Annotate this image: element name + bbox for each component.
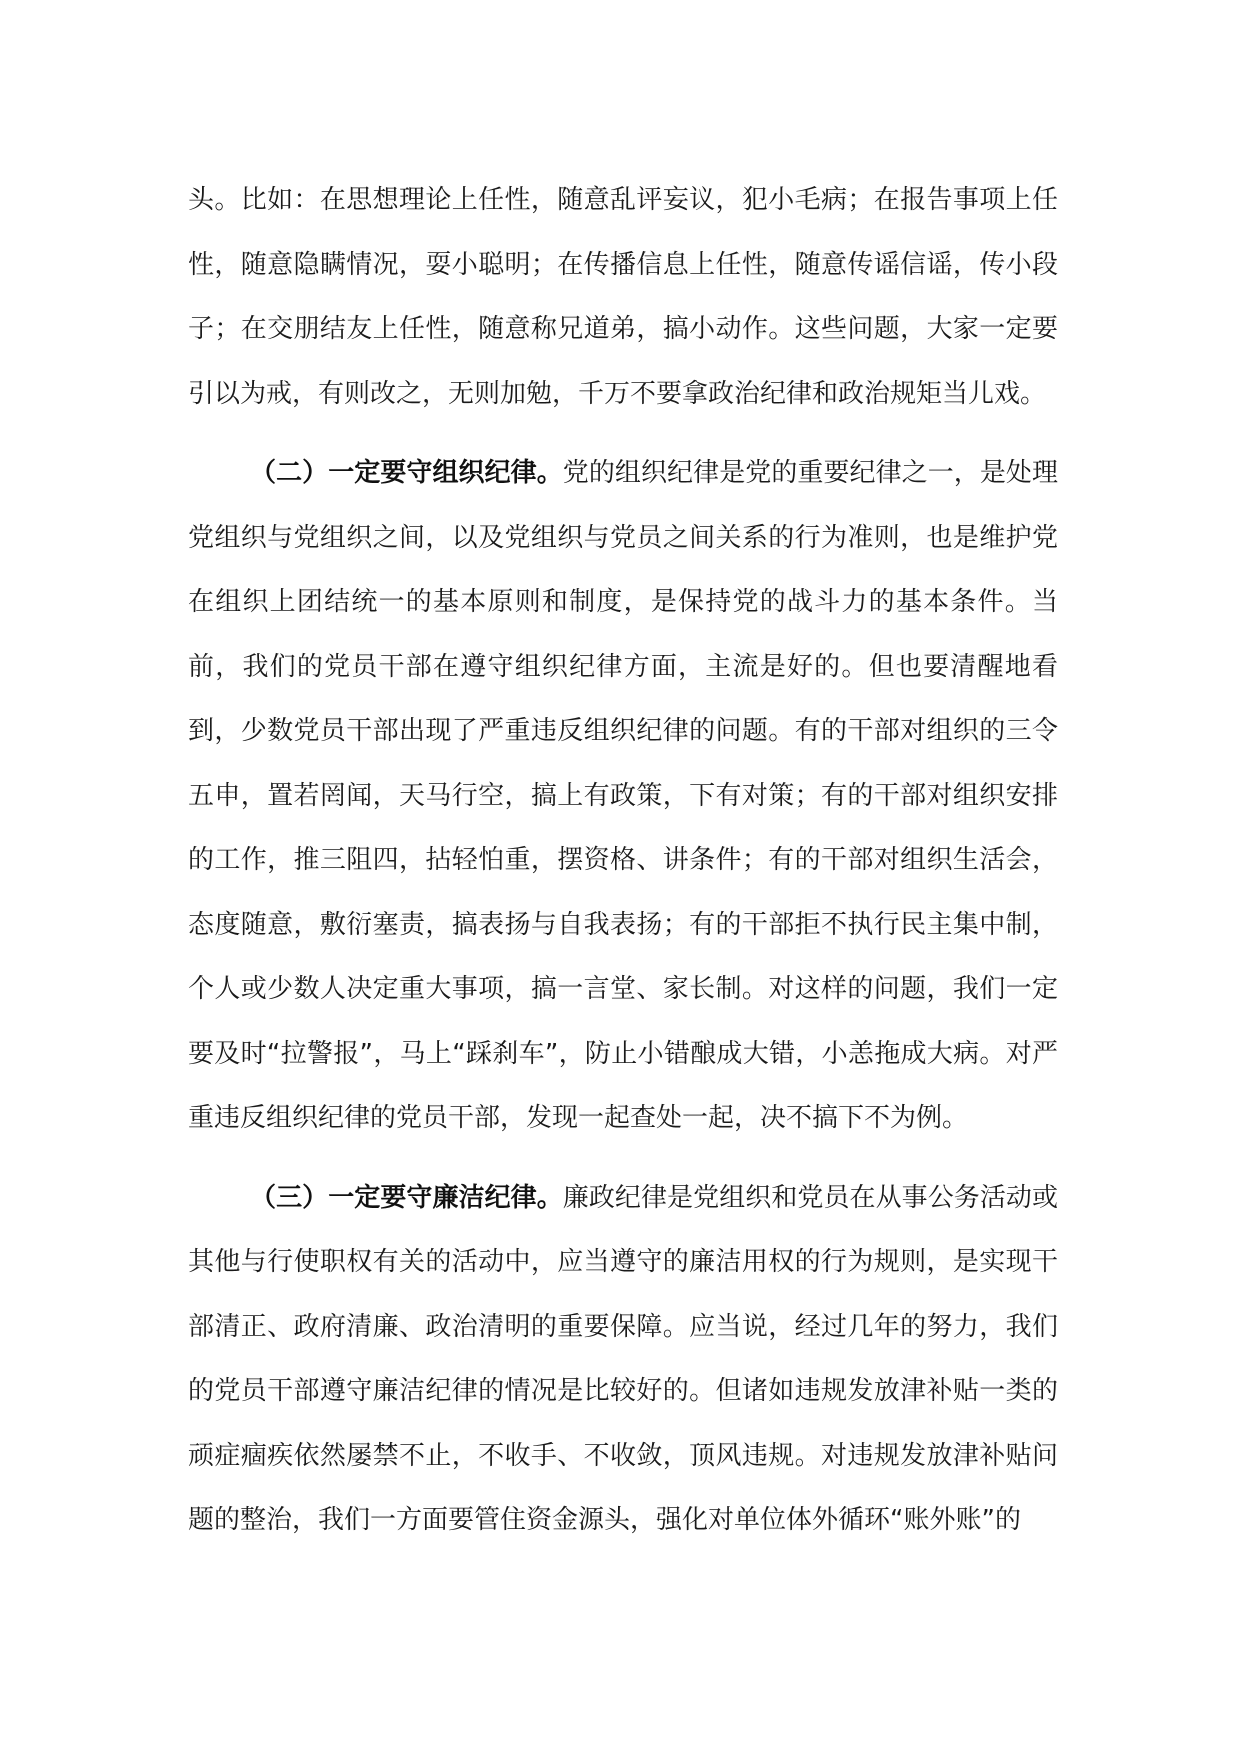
document-body [188,168,1058,1553]
section-heading: （二）一定要守组织纪律。 [250,458,563,488]
paragraph-text: 廉政纪律是党组织和党员在从事公务活动或其他与行使职权有关的活动中，应当遵守的廉洁用权的行为规则，是实现干部清正、政府清廉、政治清明的重要保障。应当说，经过几年的努力，我们的党员干部遵守廉洁纪律的情况是比较好的。但诸如违规发放津补贴一类的顽症痼疾依然屡禁不止，不收手、不收敛，顶风违规。对违规发放津补贴问题的整治，我们一方面要管住资金源头，强化对单位体外循环“账外账”的 [188,1182,1058,1535]
paragraph-organizational-discipline [188,441,1058,1151]
paragraph-text: 党的组织纪律是党的重要纪律之一，是处理党组织与党组织之间，以及党组织与党员之间关系的行为准则，也是维护党在组织上团结统一的基本原则和制度，是保持党的战斗力的基本条件。当前，我们的党员干部在遵守组织纪律方面，主流是好的。但也要清醒地看到，少数党员干部出现了严重违反组织纪律的问题。有的干部对组织的三令五申，置若罔闻，天马行空，搞上有政策，下有对策；有的干部对组织安排的工作，推三阻四，拈轻怕重，摆资格、讲条件；有的干部对组织生活会，态度随意，敷衍塞责，搞表扬与自我表扬；有的干部拒不执行民主集中制，个人或少数人决定重大事项，搞一言堂、家长制。对这样的问题，我们一定要及时“拉警报”，马上“踩刹车”，防止小错酿成大错，小恙拖成大病。对严重违反组织纪律的党员干部，发现一起查处一起，决不搞下不为例。 [188,458,1058,1133]
paragraph-integrity-discipline [188,1166,1058,1553]
section-heading: （三）一定要守廉洁纪律。 [250,1182,563,1213]
paragraph-text: 头。比如：在思想理论上任性，随意乱评妄议，犯小毛病；在报告事项上任性，随意隐瞒情况，耍小聪明；在传播信息上任性，随意传谣信谣，传小段子；在交朋结友上任性，随意称兄道弟，搞小动作。这些问题，大家一定要引以为戒，有则改之，无则加勉，千万不要拿政治纪律和政治规矩当儿戏。 [188,185,1058,409]
paragraph-political-discipline-continued [188,168,1058,426]
